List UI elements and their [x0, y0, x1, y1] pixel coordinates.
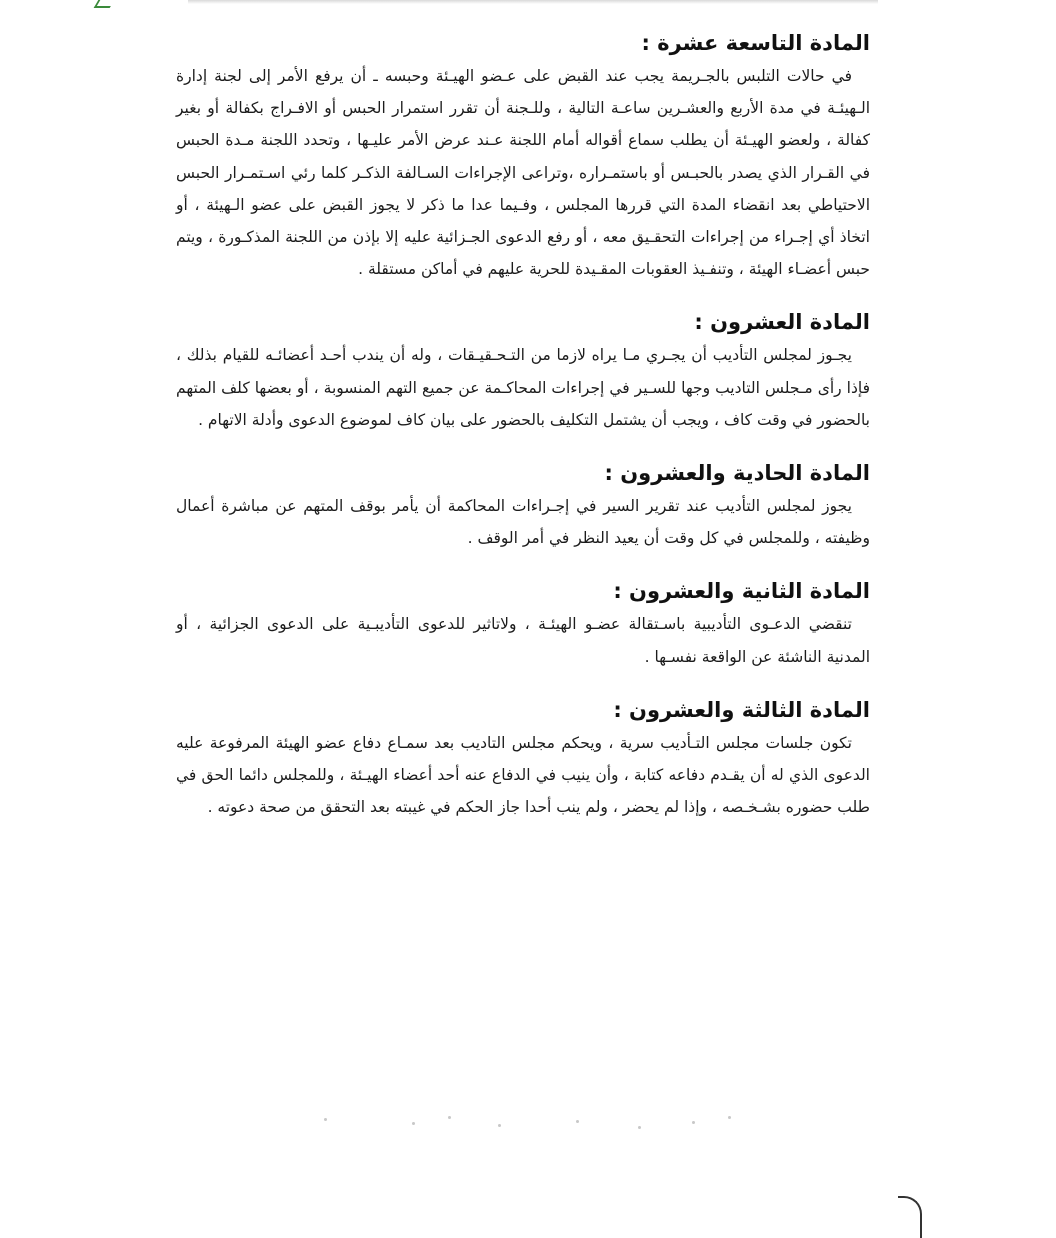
- article-title: المادة الثالثة والعشرون :: [613, 697, 870, 722]
- article-text: يجوز لمجلس التأديب عند تقرير السير في إجـراءات المحاكمة أن يأمر بوقف المتهم عن مباشرة أعمال وظيفته ، وللمجلس في كل وقت أن يعيد النظر في أمر الوقف .: [176, 497, 870, 548]
- scan-specks: [320, 1112, 740, 1132]
- speck: [576, 1120, 579, 1123]
- speck: [412, 1122, 415, 1125]
- article-text: يجـوز لمجلس التأديب أن يجـري مـا يراه لازما من التـحـقيـقات ، وله أن يندب أحـد أعضائـه للقيام بذلك ، فإذا رأى مـجلس التاديب وجها للسـير في إجراءات المحاكـمة عن جميع التهم المنسوبة ، أو بعضها كلف المتهم بالحضور في وقت كاف ، ويجب أن يشتمل التكليف بالحضور على بيان كاف لموضوع الدعوى وأدلة الاتهام .: [176, 346, 870, 429]
- article-title: المادة العشرون :: [694, 310, 870, 335]
- article-text: تنقضي الدعـوى التأديبية باسـتقالة عضـو الهيئـة ، ولاتاثير للدعوى التأديبـية على الدعوى الجزائية ، أو المدنية الناشئة عن الواقعة نفسـها .: [176, 615, 870, 666]
- speck: [498, 1124, 501, 1127]
- speck: [728, 1116, 731, 1119]
- article-20: [176, 305, 870, 436]
- article-21: [176, 456, 870, 554]
- page-corner-bracket: [898, 1196, 922, 1238]
- article-text: تكون جلسات مجلس التـأديب سرية ، ويحكم مجلس التاديب بعد سمـاع دفاع عضو الهيئة المرفوعة عليه الدعوى الذي له أن يقـدم دفاعه كتابة ، وأن ينيب في الدفاع عنه أحد أعضاء الهيـئة ، وللمجلس دائما الحق في طلب حضوره بشـخـصه ، وإذا لم يحضر ، ولم ينب أحدا جاز الحكم في غيبته بعد التحقق من صحة دعوته .: [176, 733, 870, 817]
- article-23: [176, 693, 870, 824]
- article-title: المادة الثانية والعشرون :: [613, 579, 870, 604]
- speck: [448, 1116, 451, 1119]
- speck: [638, 1126, 641, 1129]
- article-22: [176, 574, 870, 672]
- article-text: في حالات التلبس بالجـريمة يجب عند القبض على عـضو الهيـئة وحبسه ـ أن يرفع الأمر إلى لجنة إدارة الـهيئـة في مدة الأربع والعشـرين ساعـة التالية ، وللـجنة أن تقرر استمرار الحبس أو الافـراج بكفالة أو بغير كفالة ، ولعضو الهيـئة أن يطلب سماع أقواله أمام اللجنة عـند عرض الأمر عليـها ، وتحدد اللجنة مـدة الحبس في القـرار الذي يصدر بالحبـس أو باستمـراره ،وتراعى الإجراءات السـالفة الذكـر كلما رئي اسـتمـرار الحبس الاحتياطي بعد انقضاء المدة التي قررها المجلس ، وفـيما عدا ما ذكر لا يجوز القبض على عضو الـهيئة ، أو اتخاذ أي إجـراء من إجراءات التحقـيق معه ، أو رفع الدعوى الجـزائية عليه إلا بإذن من اللجنة المذكـورة ، ويتم حبس أعضـاء الهيئة ، وتنفـيذ العقوبات المقـيدة للحرية عليهم في أماكن مستقلة .: [176, 67, 870, 279]
- article-title: المادة التاسعة عشرة :: [641, 31, 870, 55]
- scan-top-edge: [188, 0, 878, 4]
- corner-tick-mark: [94, 0, 115, 8]
- article-19: [176, 26, 870, 285]
- speck: [692, 1121, 695, 1124]
- article-title: المادة الحادية والعشرون :: [604, 461, 870, 486]
- document-body: [176, 26, 870, 823]
- speck: [324, 1118, 327, 1121]
